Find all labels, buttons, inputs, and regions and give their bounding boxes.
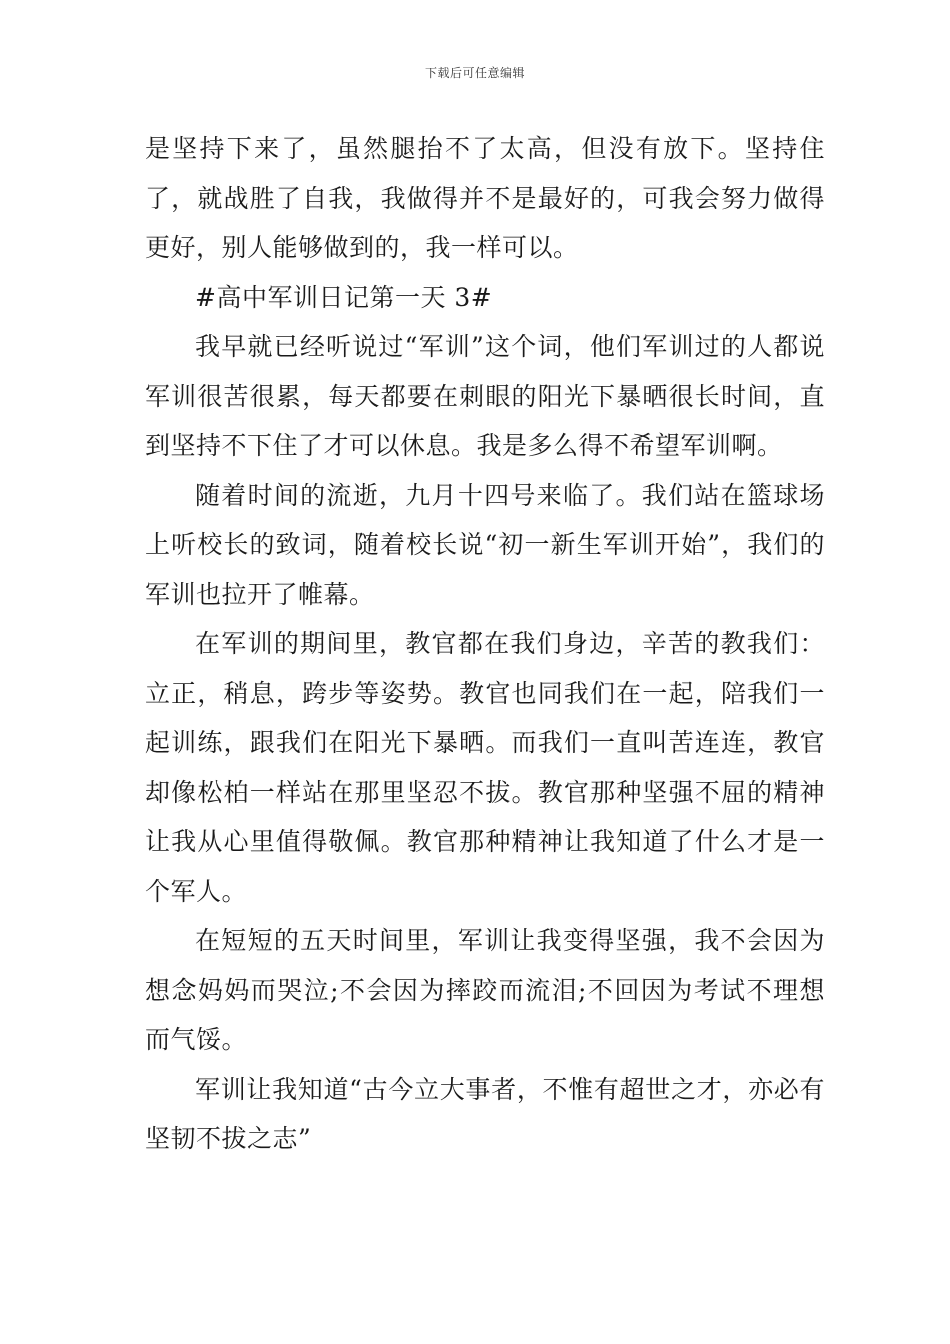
section-heading: #高中军训日记第一天 3# [195,282,493,312]
paragraph: 随着时间的流逝，九月十四号来临了。我们站在篮球场上听校长的致词，随着校长说“初一新生军训开始”，我们的军训也拉开了帷幕。 [145,480,825,609]
document-body [145,124,825,1164]
page-header: 下载后可任意编辑 [424,66,525,80]
paragraph: 在短短的五天时间里，军训让我变得坚强，我不会因为想念妈妈而哭泣;不会因为摔跤而流泪;不回因为考试不理想而气馁。 [145,926,825,1054]
paragraph: 在军训的期间里，教官都在我们身边，辛苦的教我们：立正，稍息，跨步等姿势。教官也同我们在一起，陪我们一起训练，跟我们在阳光下暴晒。而我们一直叫苦连连，教官却像松柏一样站在那里坚忍不拔。教官那种坚强不屈的精神让我从心里值得敬佩。教官那种精神让我知道了什么才是一个军人。 [145,629,825,906]
paragraph-continuation: 是坚持下来了，虽然腿抬不了太高，但没有放下。坚持住了，就战胜了自我，我做得并不是最好的，可我会努力做得更好，别人能够做到的，我一样可以。 [145,134,825,262]
paragraph: 我早就已经听说过“军训”这个词，他们军训过的人都说军训很苦很累，每天都要在刺眼的阳光下暴晒很长时间，直到坚持不下住了才可以休息。我是多么得不希望军训啊。 [145,332,825,460]
paragraph: 军训让我知道“古今立大事者，不惟有超世之才，亦必有坚韧不拔之志” [145,1074,825,1153]
